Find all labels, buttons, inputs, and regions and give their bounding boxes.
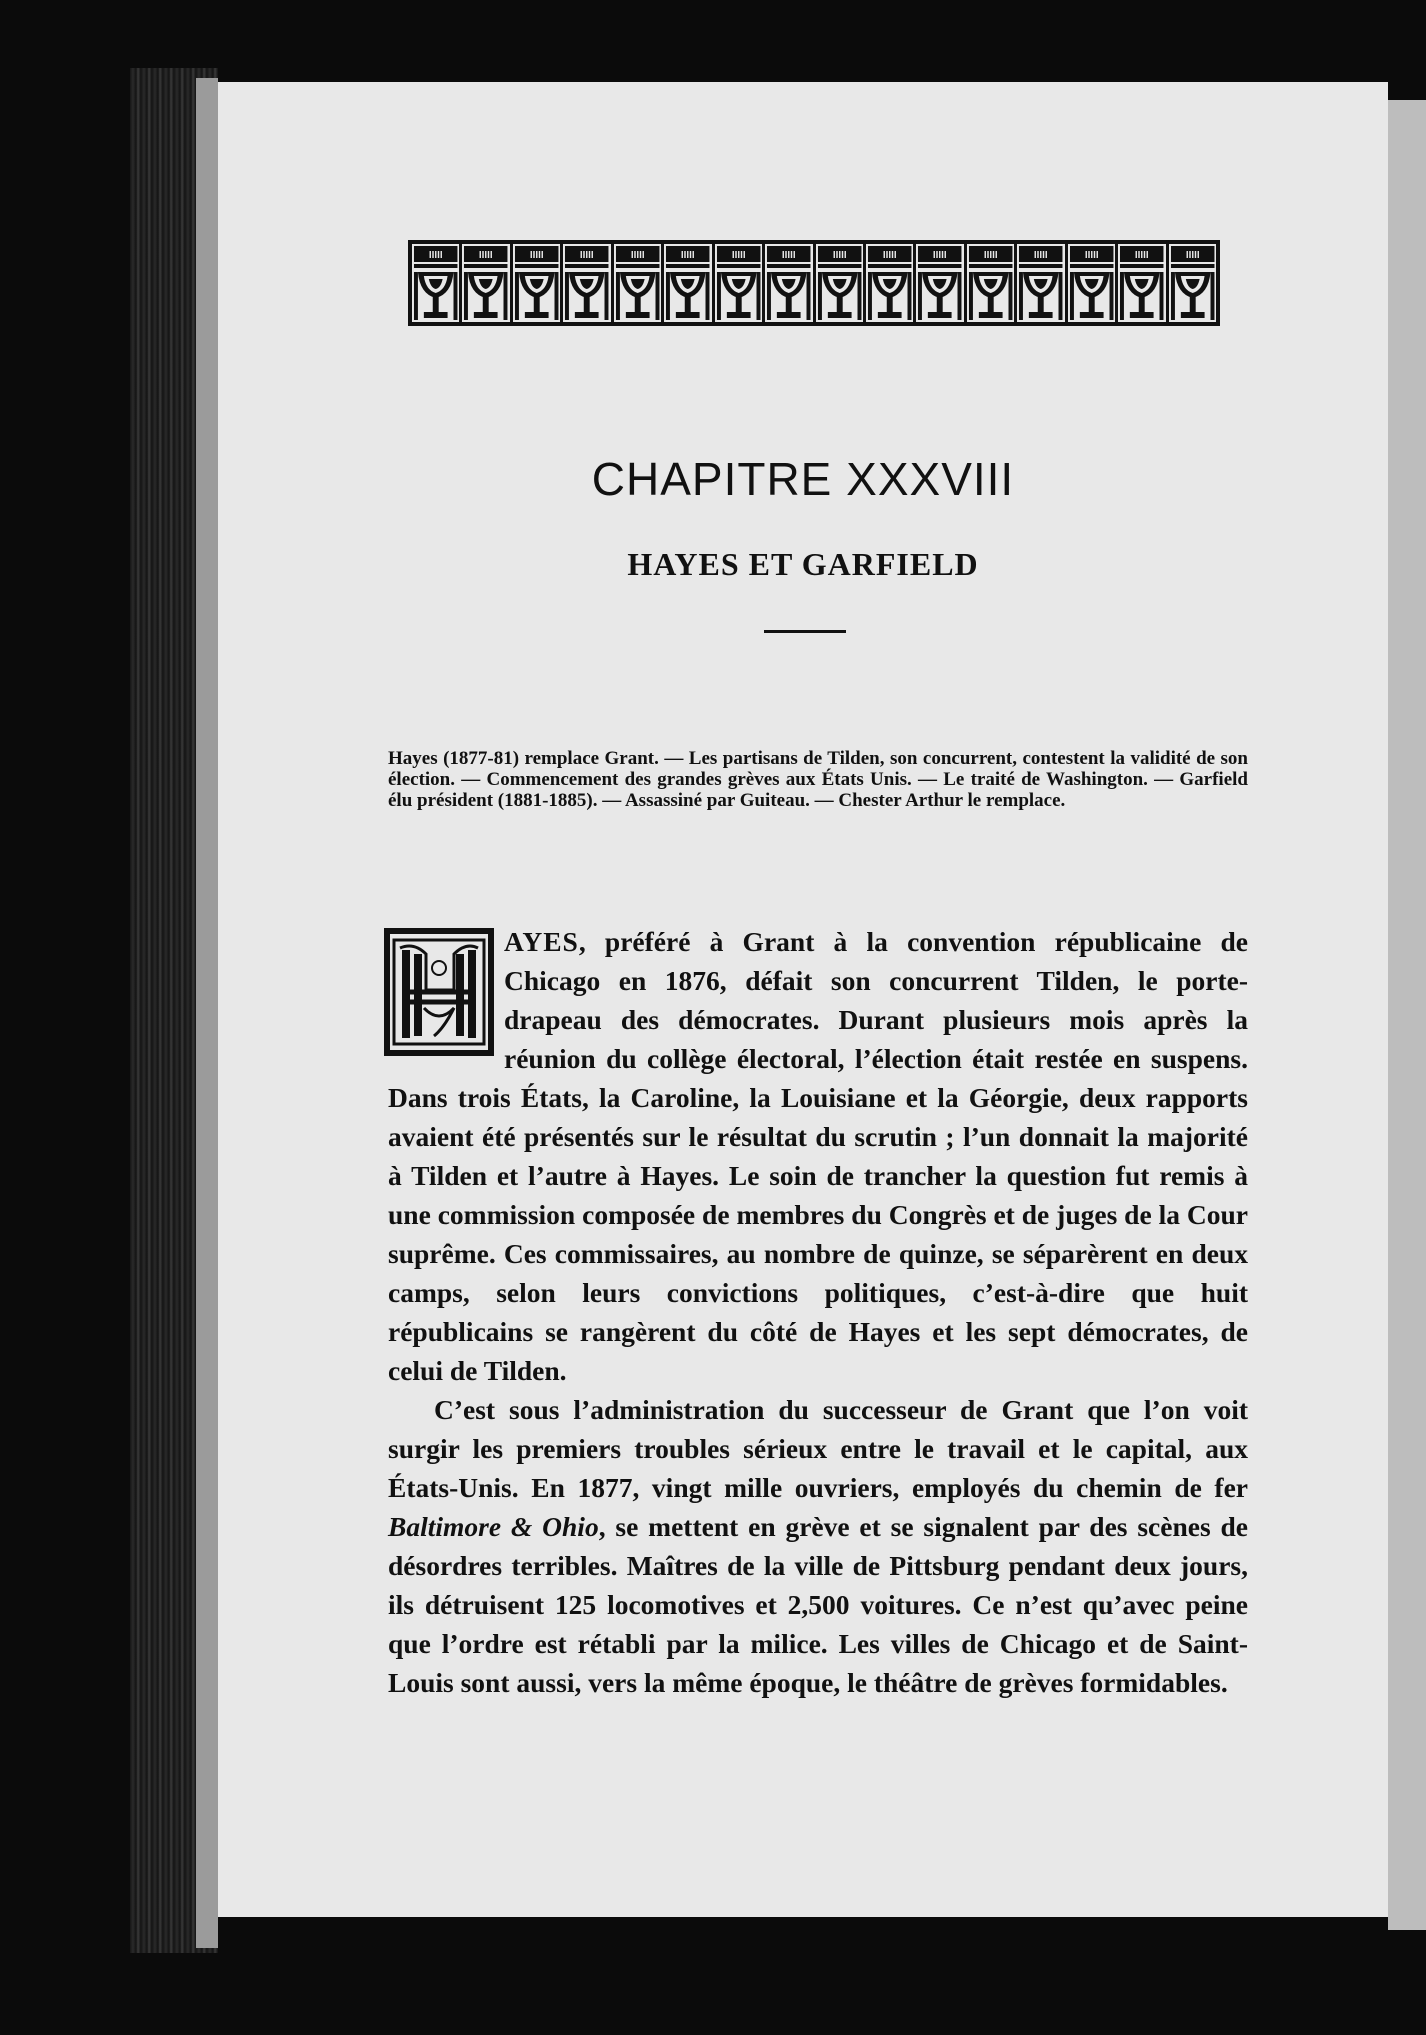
ornament-goblet-icon — [765, 244, 812, 322]
chapter-title: CHAPITRE XXXVIII — [591, 453, 1015, 505]
ornament-goblet-icon — [664, 244, 711, 322]
chapter-summary: Hayes (1877-81) remplace Grant. — Les partisans de Tilden, son concurrent, contestent la validité de son élection. — Commencement des grandes grèves aux États Unis. — Le traité de Washington. — Garfield élu président (1881-1885). — Assassiné par Guiteau. — Chester Arthur le remplace. — [388, 748, 1248, 811]
dropcap-h-icon — [384, 928, 494, 1056]
ornament-goblet-icon — [614, 244, 661, 322]
ornament-goblet-icon — [1169, 244, 1216, 322]
ornament-goblet-icon — [967, 244, 1014, 322]
svg-text:IIIII: IIIII — [1034, 249, 1048, 262]
book-page — [218, 82, 1388, 1917]
svg-text:IIIII: IIIII — [479, 249, 494, 262]
paragraph-1-text: , préféré à Grant à la convention républicaine de Chicago en 1876, défait son concurrent Tilden, le porte-drapeau des démocrates. Durant plusieurs mois après la réunion du collège électoral, l’élection était restée en suspens. Dans trois États, la Caroline, la Louisiane et la Géorgie, deux rapports avaient été présentés sur le résultat du scrutin ; l’un donnait la majorité à Tilden et l’autre à Hayes. Le soin de trancher la question fut remis à une commission composée de membres du Congrès et de juges de la Cour suprême. Ces commissaires, au nombre de quinze, se séparèrent en deux camps, selon leurs convictions politiques, c’est-à-dire que huit républicains se rangèrent du côté de Hayes et les sept démocrates, de celui de Tilden. — [388, 926, 1248, 1386]
svg-text:IIIII: IIIII — [983, 249, 998, 262]
ornament-goblet-icon — [1017, 244, 1064, 322]
svg-text:IIIII: IIIII — [1134, 249, 1149, 262]
ornament-goblet-icon — [462, 244, 509, 322]
railroad-name: Baltimore & Ohio — [388, 1511, 599, 1542]
ornament-goblet-icon — [916, 244, 963, 322]
paragraph-2-part-1: C’est sous l’administration du successeur de Grant que l’on voit surgir les premiers troubles sérieux entre le travail et le capital, aux États-Unis. En 1877, vingt mille ouvriers, employés du chemin de fer — [388, 1394, 1248, 1503]
title-divider — [764, 630, 846, 633]
svg-text:IIIII: IIIII — [781, 249, 796, 262]
ornament-goblet-icon — [715, 244, 762, 322]
svg-text:IIIII: IIIII — [731, 249, 746, 262]
ornament-goblet-icon — [1118, 244, 1165, 322]
ornament-goblet-icon — [816, 244, 863, 322]
ornament-goblet-icon — [563, 244, 610, 322]
paragraph-2 — [388, 1390, 1248, 1702]
svg-text:IIIII: IIIII — [681, 249, 695, 262]
svg-text:IIIII: IIIII — [882, 249, 897, 262]
paragraph-2-part-2: , se mettent en grève et se signalent par des scènes de désordres terribles. Maîtres de la ville de Pittsburg pendant deux jours, ils détruisent 125 locomotives et 2,500 voitures. Ce n’est qu’avec peine que l’ordre est rétabli par la milice. Les villes de Chicago et de Saint-Louis sont aussi, vers la même époque, le théâtre de grèves formidables. — [388, 1511, 1249, 1698]
svg-text:IIIII: IIIII — [832, 249, 847, 262]
chapter-body — [388, 922, 1248, 1702]
svg-text:IIIII: IIIII — [529, 249, 544, 262]
ornament-goblet-icon — [1068, 244, 1115, 322]
page-stack-edge — [196, 78, 218, 1948]
ornament-goblet-icon — [866, 244, 913, 322]
svg-text:IIIII: IIIII — [428, 249, 443, 262]
svg-text:IIIII: IIIII — [1185, 249, 1200, 262]
lead-word-rest: AYES — [504, 926, 579, 957]
ornamental-header-band — [408, 240, 1220, 326]
svg-text:IIIII: IIIII — [630, 249, 645, 262]
paragraph-1 — [388, 922, 1248, 1390]
ornament-goblet-icon — [513, 244, 560, 322]
ornament-goblet-icon — [412, 244, 459, 322]
svg-text:IIIII: IIIII — [580, 249, 594, 262]
svg-text:IIIII: IIIII — [933, 249, 947, 262]
facing-page-edge — [1388, 100, 1426, 1930]
svg-text:IIIII: IIIII — [1084, 249, 1099, 262]
chapter-subtitle: HAYES ET GARFIELD — [627, 546, 979, 582]
